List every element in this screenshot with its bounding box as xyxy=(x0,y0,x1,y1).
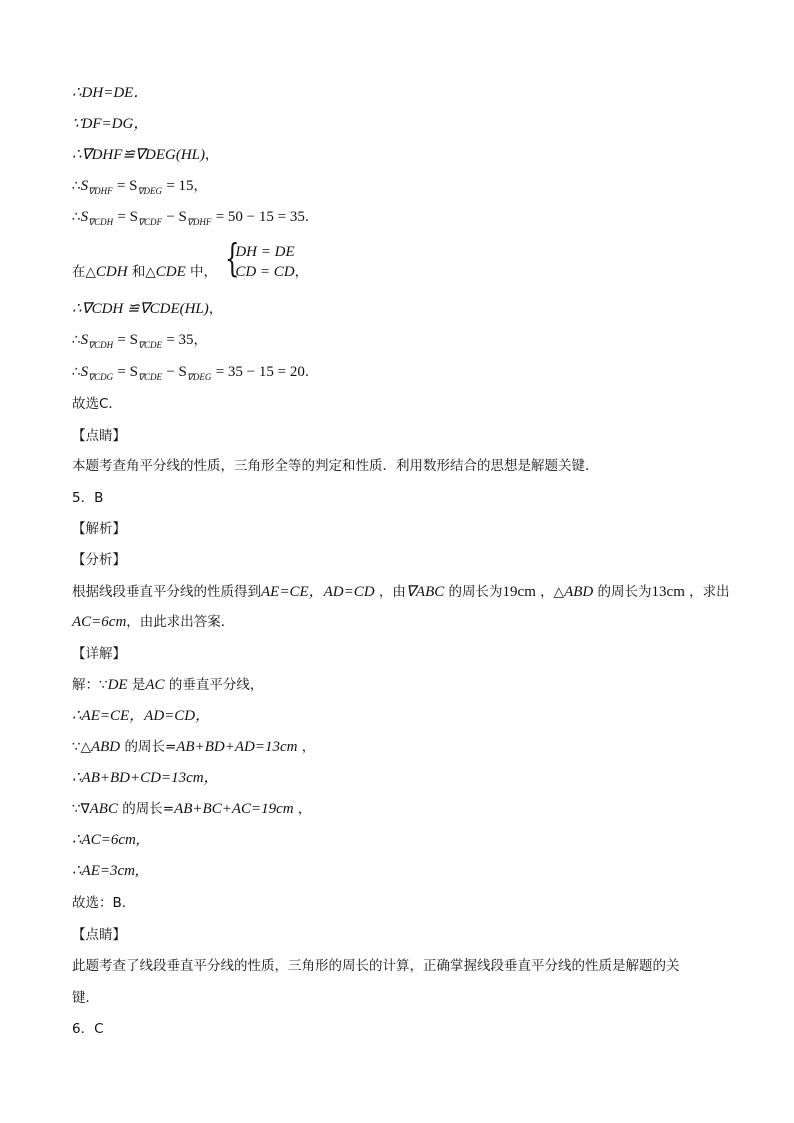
line-congruent-dhf-deg: ∴∇DHF≌∇DEG(HL)， xyxy=(72,147,219,163)
heading-analysis: 【解析】 xyxy=(72,521,126,537)
heading-comment-2: 【点睛】 xyxy=(72,927,126,943)
breakdown-line-1: 根据线段垂直平分线的性质得到AE=CE，AD=CD ，由∇ABC 的周长为19cm ，△ABD 的周长为13cm ，求出 xyxy=(72,584,730,600)
heading-breakdown: 【分析】 xyxy=(72,552,126,568)
equation-system: { DH = DE CD = CD xyxy=(225,236,295,280)
solution-line-7: ∴AE=3cm, xyxy=(72,863,139,879)
heading-detail: 【详解】 xyxy=(72,646,126,662)
line-area-cdh-cde: $\therefore S_{\nabla CDH} = S_{\nabla CDE} = 35$， xyxy=(72,332,208,350)
line-answer-b: 故选：B． xyxy=(72,895,136,911)
line-df-eq-dg: ∵DF=DG， xyxy=(72,116,149,132)
question-6-answer: 6．C xyxy=(72,1021,104,1037)
line-congruent-cdh-cde: ∴∇CDH ≌∇CDE(HL)， xyxy=(72,301,223,317)
breakdown-line-2: AC=6cm，由此求出答案． xyxy=(72,614,235,630)
brace-icon: { xyxy=(225,236,240,280)
line-area-cdg: $\therefore S_{\nabla CDG} = S_{\nabla CDE} - S_{\nabla DEG} = 35 - 15 = 20$． xyxy=(72,364,319,382)
solution-line-1: 解：∵DE 是AC 的垂直平分线， xyxy=(72,677,264,693)
comment-text-2: 此题考查了线段垂直平分线的性质，三角形的周长的计算，正确掌握线段垂直平分线的性质是解题的关 xyxy=(72,958,680,974)
solution-line-3: ∵△ABD 的周长=AB+BD+AD=13cm ， xyxy=(72,739,316,755)
line-area-cdh: $\therefore S_{\nabla CDH} = S_{\nabla CDF} - S_{\nabla DHF} = 50 - 15 = 35$． xyxy=(72,209,319,227)
line-answer-c: 故选C． xyxy=(72,396,122,412)
solution-line-5: ∵∇ABC 的周长=AB+BC+AC=19cm ， xyxy=(72,801,312,817)
comment-text-2-cont: 键． xyxy=(72,990,99,1006)
line-triangles-cdh-cde: 在△CDH 和△CDE 中， { DH = DE CD = CD ， xyxy=(72,236,309,280)
question-5-answer: 5．B xyxy=(72,490,104,506)
comment-text: 本题考查角平分线的性质，三角形全等的判定和性质．利用数形结合的思想是解题关键． xyxy=(72,458,599,474)
solution-line-4: ∴AB+BD+CD=13cm， xyxy=(72,770,219,786)
solution-line-2: ∴AE=CE，AD=CD， xyxy=(72,708,211,724)
line-area-dhf: $\therefore S_{\nabla DHF} = S_{\nabla DEG} = 15$， xyxy=(72,178,208,196)
solution-line-6: ∴AC=6cm, xyxy=(72,832,140,848)
heading-comment: 【点睛】 xyxy=(72,428,126,444)
line-dh-eq-de: ∴DH=DE． xyxy=(72,85,149,101)
